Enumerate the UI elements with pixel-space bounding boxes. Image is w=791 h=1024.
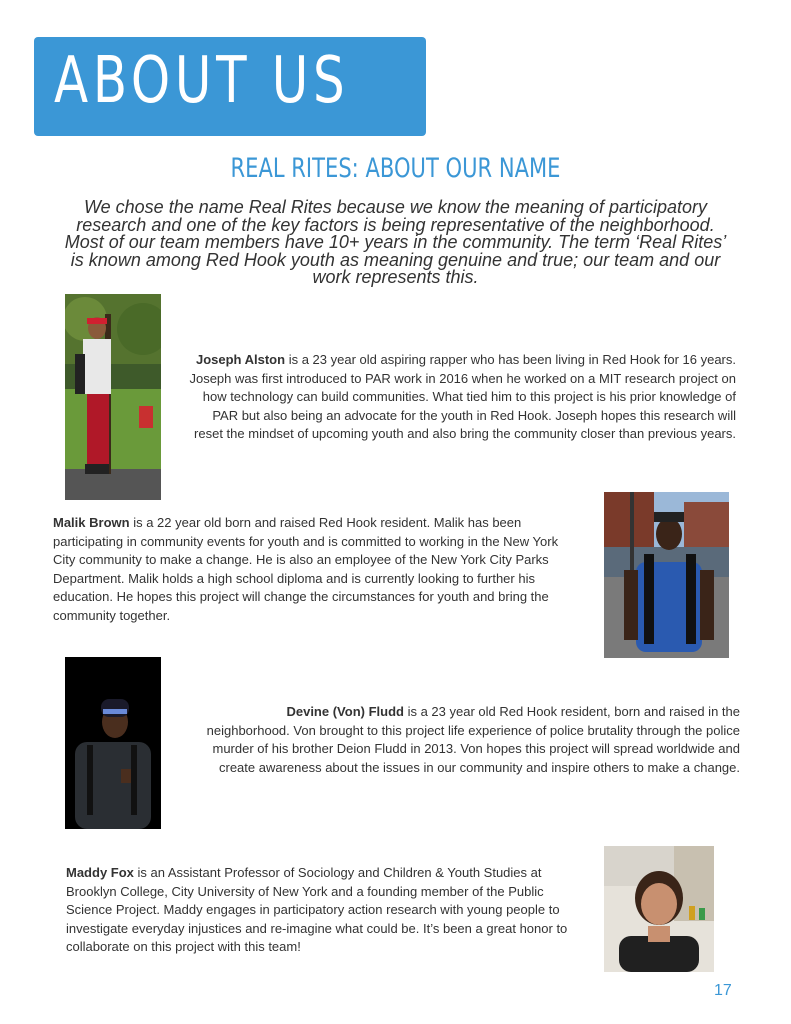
photo-joseph-alston bbox=[65, 294, 161, 500]
bio-devine-fludd bbox=[200, 703, 740, 777]
bio-maddy-fox bbox=[66, 864, 586, 957]
photo-maddy-fox bbox=[604, 846, 714, 972]
photo-devine-fludd bbox=[65, 657, 161, 829]
photo-malik-brown bbox=[604, 492, 729, 658]
member-bio: is a 23 year old Red Hook resident, born and raised in the neighborhood. Von brought to this project life experience of police brutality through the police murder of his brother Deion Fludd in 2013. Von hopes this project will spread worldwide and create awareness about the issues in our community and inspire others to make a change. bbox=[206, 704, 740, 775]
member-bio: is a 23 year old aspiring rapper who has been living in Red Hook for 16 years. Joseph was first introduced to PAR work in 2016 when he worked on a MIT research project on how technology can build communities. What tied him to this project is his prior knowledge of PAR but also being an advocate for the youth in Red Hook. Joseph hopes this research will reset the mindset of upcoming youth and also bring the community closer than previous years. bbox=[189, 352, 736, 441]
page-title: ABOUT US bbox=[54, 44, 350, 118]
member-name: Maddy Fox bbox=[66, 865, 134, 880]
bio-joseph-alston bbox=[180, 351, 736, 444]
member-bio: is an Assistant Professor of Sociology and Children & Youth Studies at Brooklyn College, City University of New York and a founding member of the Public Science Project. Maddy engages in participatory action research with young people to investigate everyday injustices and re-imagine what could be. It’s been a great honor to collaborate on this project with this team! bbox=[66, 865, 568, 954]
intro-paragraph: We chose the name Real Rites because we know the meaning of participatory research and one of the key factors is being representative of the neighborhood. Most of our team members have 10+ years in the community. The term ‘Real Rites’ is known among Red Hook youth as meaning genuine and true; our team and our work represents this. bbox=[64, 197, 727, 287]
header-banner bbox=[34, 37, 426, 136]
subtitle-text: REAL RITES: ABOUT OUR NAME bbox=[230, 153, 561, 184]
member-name: Devine (Von) Fludd bbox=[286, 704, 404, 719]
member-name: Malik Brown bbox=[53, 515, 130, 530]
section-subtitle bbox=[0, 152, 791, 186]
page-number: 17 bbox=[714, 982, 732, 999]
bio-malik-brown bbox=[53, 514, 575, 625]
member-name: Joseph Alston bbox=[195, 352, 286, 367]
member-bio: is a 22 year old born and raised Red Hook resident. Malik has been participating in community events for youth and is committed to working in the New York City community to make a change. He is also an employee of the New York City Parks Department. Malik holds a high school diploma and is currently looking to further his education. He hopes this project will change the circumstances for youth and bring the community together. bbox=[53, 515, 559, 623]
